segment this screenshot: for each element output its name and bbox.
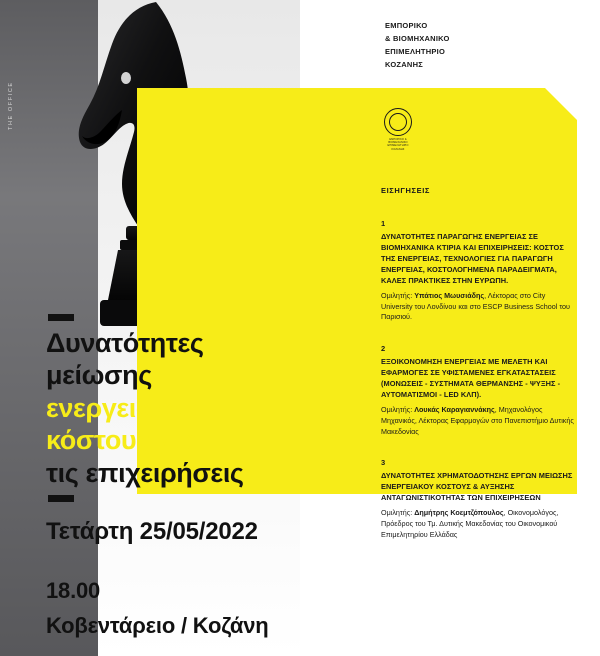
title-line-1: Δυνατότητες [46,328,204,358]
talk-title: ΔΥΝΑΤΟΤΗΤΕΣ ΠΑΡΑΓΩΓΗΣ ΕΝΕΡΓΕΙΑΣ ΣΕ ΒΙΟΜΗΧΑΝΙΚΑ ΚΤΙΡΙΑ ΚΑΙ ΕΠΙΧΕΙΡΗΣΕΙΣ: ΚΟΣΤΟΣ ΤΗΣ ΕΝΕΡΓΕΙΑΣ, ΤΕΧΝΟΛΟΓΙΕΣ ΓΙΑ ΠΑΡΑΓΩΓΗ ΕΝΕΡΓΕΙΑΣ, ΚΟΣΤΟΛΟΓΗΜΕΝΑ ΠΑΡΑΔΕΙΓΜΑΤΑ, ΚΑΛΕΣ ΠΡΑΚΤΙΚΕΣ ΣΤΗΝ ΕΥΡΩΠΗ. [381,232,564,285]
talk-speaker [381,291,577,323]
title-dash-rule [48,314,74,321]
talk-speaker [381,405,577,437]
talk-number: 3 [381,458,386,468]
talk-item [381,344,577,437]
talk-number: 1 [381,219,386,228]
speaker-affiliation: , Μηχανολόγος Μηχανικός, Λέκτορας Εφαρμογών στο Πανεπιστήμιο Δυτικής Μακεδονίας [381,404,574,436]
title-line-3: ενεργειακού [46,392,198,423]
speaker-affiliation: , Λέκτορας στο City University του Λονδίνου και στο ESCP Business School του Παρισιού. [381,290,570,322]
event-venue: Κοβεντάρειο / Κοζάνη [46,613,269,638]
speaker-prefix: Ομιλητής: [381,290,415,300]
talks-section [381,186,577,562]
event-date: Τετάρτη 25/05/2022 [46,518,258,545]
talk-item [381,458,577,540]
talk-item [381,219,577,323]
seal-ring [384,108,412,136]
speaker-affiliation: , Οικονομολόγος, Πρόεδρος του Τμ. Δυτικής Μακεδονίας του Οικονομικού Επιμελητηρίου Ελλάδας [381,508,559,539]
org-line-2: & ΒΙΟΜΗΧΑΝΙΚΟ [385,33,450,43]
talk-number: 2 [381,344,386,354]
org-line-3: ΕΠΙΜΕΛΗΤΗΡΙΟ [385,46,446,56]
title-line-2: μείωσης [46,360,152,391]
speaker-name: Υπάτιος Μωυσιάδης [414,290,485,300]
title-line-5: τις επιχειρήσεις [46,457,244,488]
speaker-name: Λουκάς Καραγιαννάκης [414,404,495,414]
talk-title: ΕΞΟΙΚΟΝΟΜΗΣΗ ΕΝΕΡΓΕΙΑΣ ΜΕ ΜΕΛΕΤΗ ΚΑΙ ΕΦΑΡΜΟΓΕΣ ΣΕ ΥΦΙΣΤΑΜΕΝΕΣ ΕΓΚΑΤΑΣΤΑΣΕΙΣ (ΜΟΝΩΣΕΙΣ - ΣΥΣΤΗΜΑΤΑ ΘΕΡΜΑΝΣΗΣ - ΨΥΞΗΣ - ΑΥΤΟΜΑΤΙΣΜΟΙ - LED ΚΛΠ). [381,357,561,400]
seal-caption: ΕΜΠΟΡΙΚΟ & ΒΙΟΜΗΧΑΝΙΚΟ ΕΠΙΜΕΛΗΤΗΡΙΟ ΚΟΖΑΝΗΣ [387,138,409,151]
talk-title: ΔΥΝΑΤΟΤΗΤΕΣ ΧΡΗΜΑΤΟΔΟΤΗΣΗΣ ΕΡΓΩΝ ΜΕΙΩΣΗΣ ΕΝΕΡΓΕΙΑΚΟΥ ΚΟΣΤΟΥΣ & ΑΥΞΗΣΗΣ ΑΝΤΑΓΩΝΙΣΤΙΚΟΤΗΤΑΣ ΤΩΝ ΕΠΙΧΕΙΡΗΣΕΩΝ [381,471,573,503]
speaker-prefix: Ομιλητής: [381,508,415,518]
talk-speaker [381,508,577,540]
speaker-name: Δημήτρης Κοεμτζόπουλος [414,508,504,518]
date-dash-rule [48,495,74,502]
title-line-4: κόστους για [46,425,195,456]
chamber-seal-icon [381,108,415,151]
page-title [46,327,336,489]
event-time: 18.00 [46,578,101,603]
speaker-prefix: Ομιλητής: [381,404,415,414]
org-line-1: ΕΜΠΟΡΙΚΟ [385,21,428,30]
organization-header [385,20,450,72]
side-label: THE OFFICE [8,81,14,130]
org-line-4: ΚΟΖΑΝΗΣ [385,59,423,69]
talks-heading: ΕΙΣΗΓΗΣΕΙΣ [381,186,431,195]
